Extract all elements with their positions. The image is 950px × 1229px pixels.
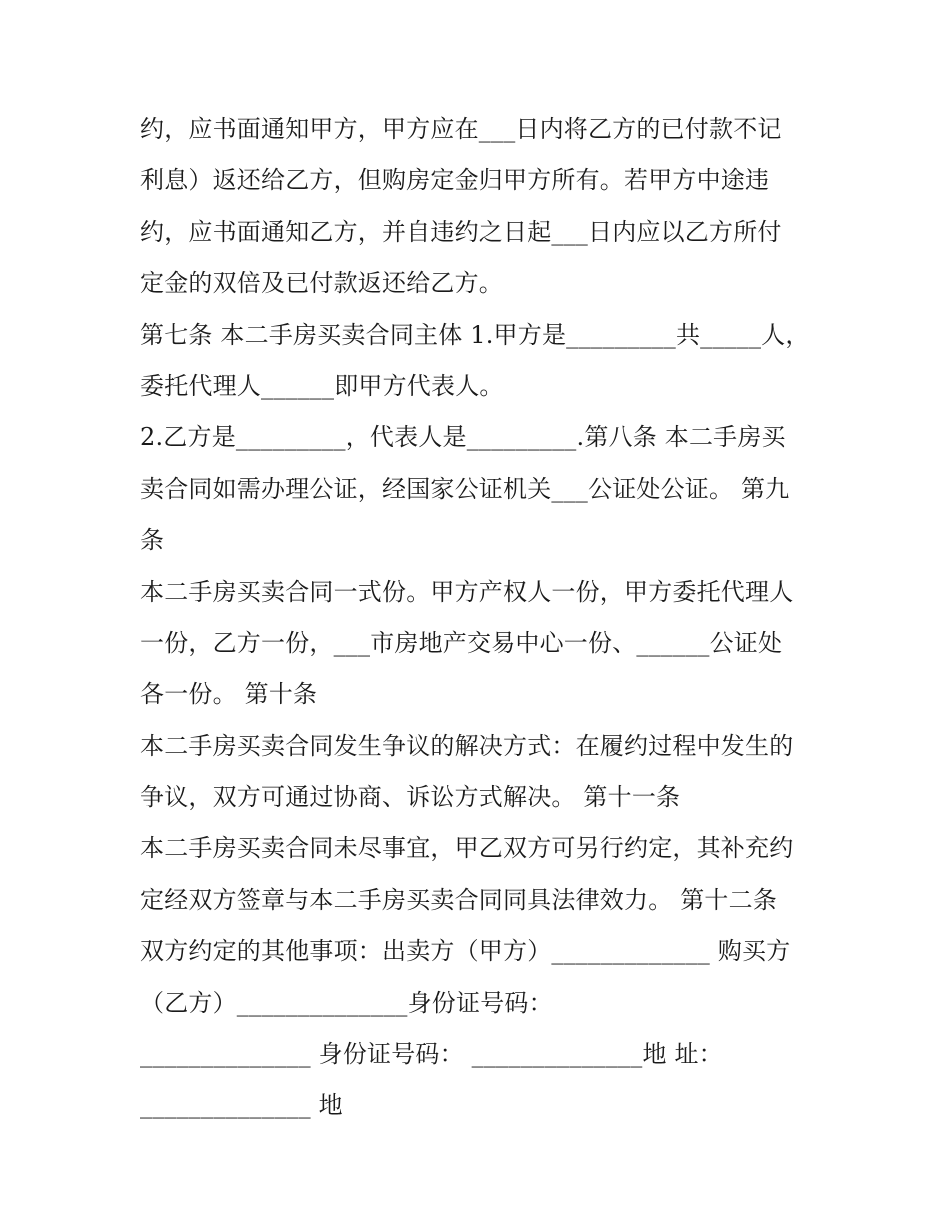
- text-line: 争议，双方可通过协商、诉讼方式解决。 第十一条: [140, 783, 681, 812]
- text-line: 本二手房买卖合同一式份。甲方产权人一份，甲方委托代理人: [140, 577, 794, 606]
- text-line: （乙方）______________身份证号码：: [140, 988, 553, 1017]
- text-line: 约，应书面通知乙方，并自违约之日起___日内应以乙方所付: [140, 217, 782, 246]
- text-line: 委托代理人______即甲方代表人。: [140, 371, 504, 400]
- text-line: 第七条 本二手房买卖合同主体 1.甲方是_________共_____人，: [140, 320, 810, 349]
- text-line: 定经双方签章与本二手房买卖合同同具法律效力。 第十二条: [140, 885, 778, 914]
- text-line: 一份，乙方一份，___市房地产交易中心一份、______公证处: [140, 628, 783, 657]
- text-line: 本二手房买卖合同发生争议的解决方式：在履约过程中发生的: [140, 731, 794, 760]
- text-line: 本二手房买卖合同未尽事宜，甲乙双方可另行约定，其补充约: [140, 834, 794, 863]
- contract-text: [140, 104, 820, 1132]
- text-line: ______________ 身份证号码： ______________地 址：: [140, 1040, 723, 1069]
- text-line: 定金的双倍及已付款返还给乙方。: [140, 269, 503, 298]
- text-line: 各一份。 第十条: [140, 680, 318, 709]
- text-line: 2.乙方是_________，代表人是_________.第八条 本二手房买: [140, 423, 786, 452]
- text-line: 约，应书面通知甲方，甲方应在___日内将乙方的已付款不记: [140, 115, 782, 143]
- text-line: 利息）返还给乙方，但购房定金归甲方所有。若甲方中途违: [140, 166, 770, 195]
- text-line: 条: [140, 526, 165, 555]
- text-line: ______________ 地: [140, 1091, 343, 1120]
- text-line: 双方约定的其他事项：出卖方（甲方）_____________ 购买方: [140, 937, 791, 966]
- text-line: 卖合同如需办理公证，经国家公证机关___公证处公证。 第九: [140, 474, 790, 503]
